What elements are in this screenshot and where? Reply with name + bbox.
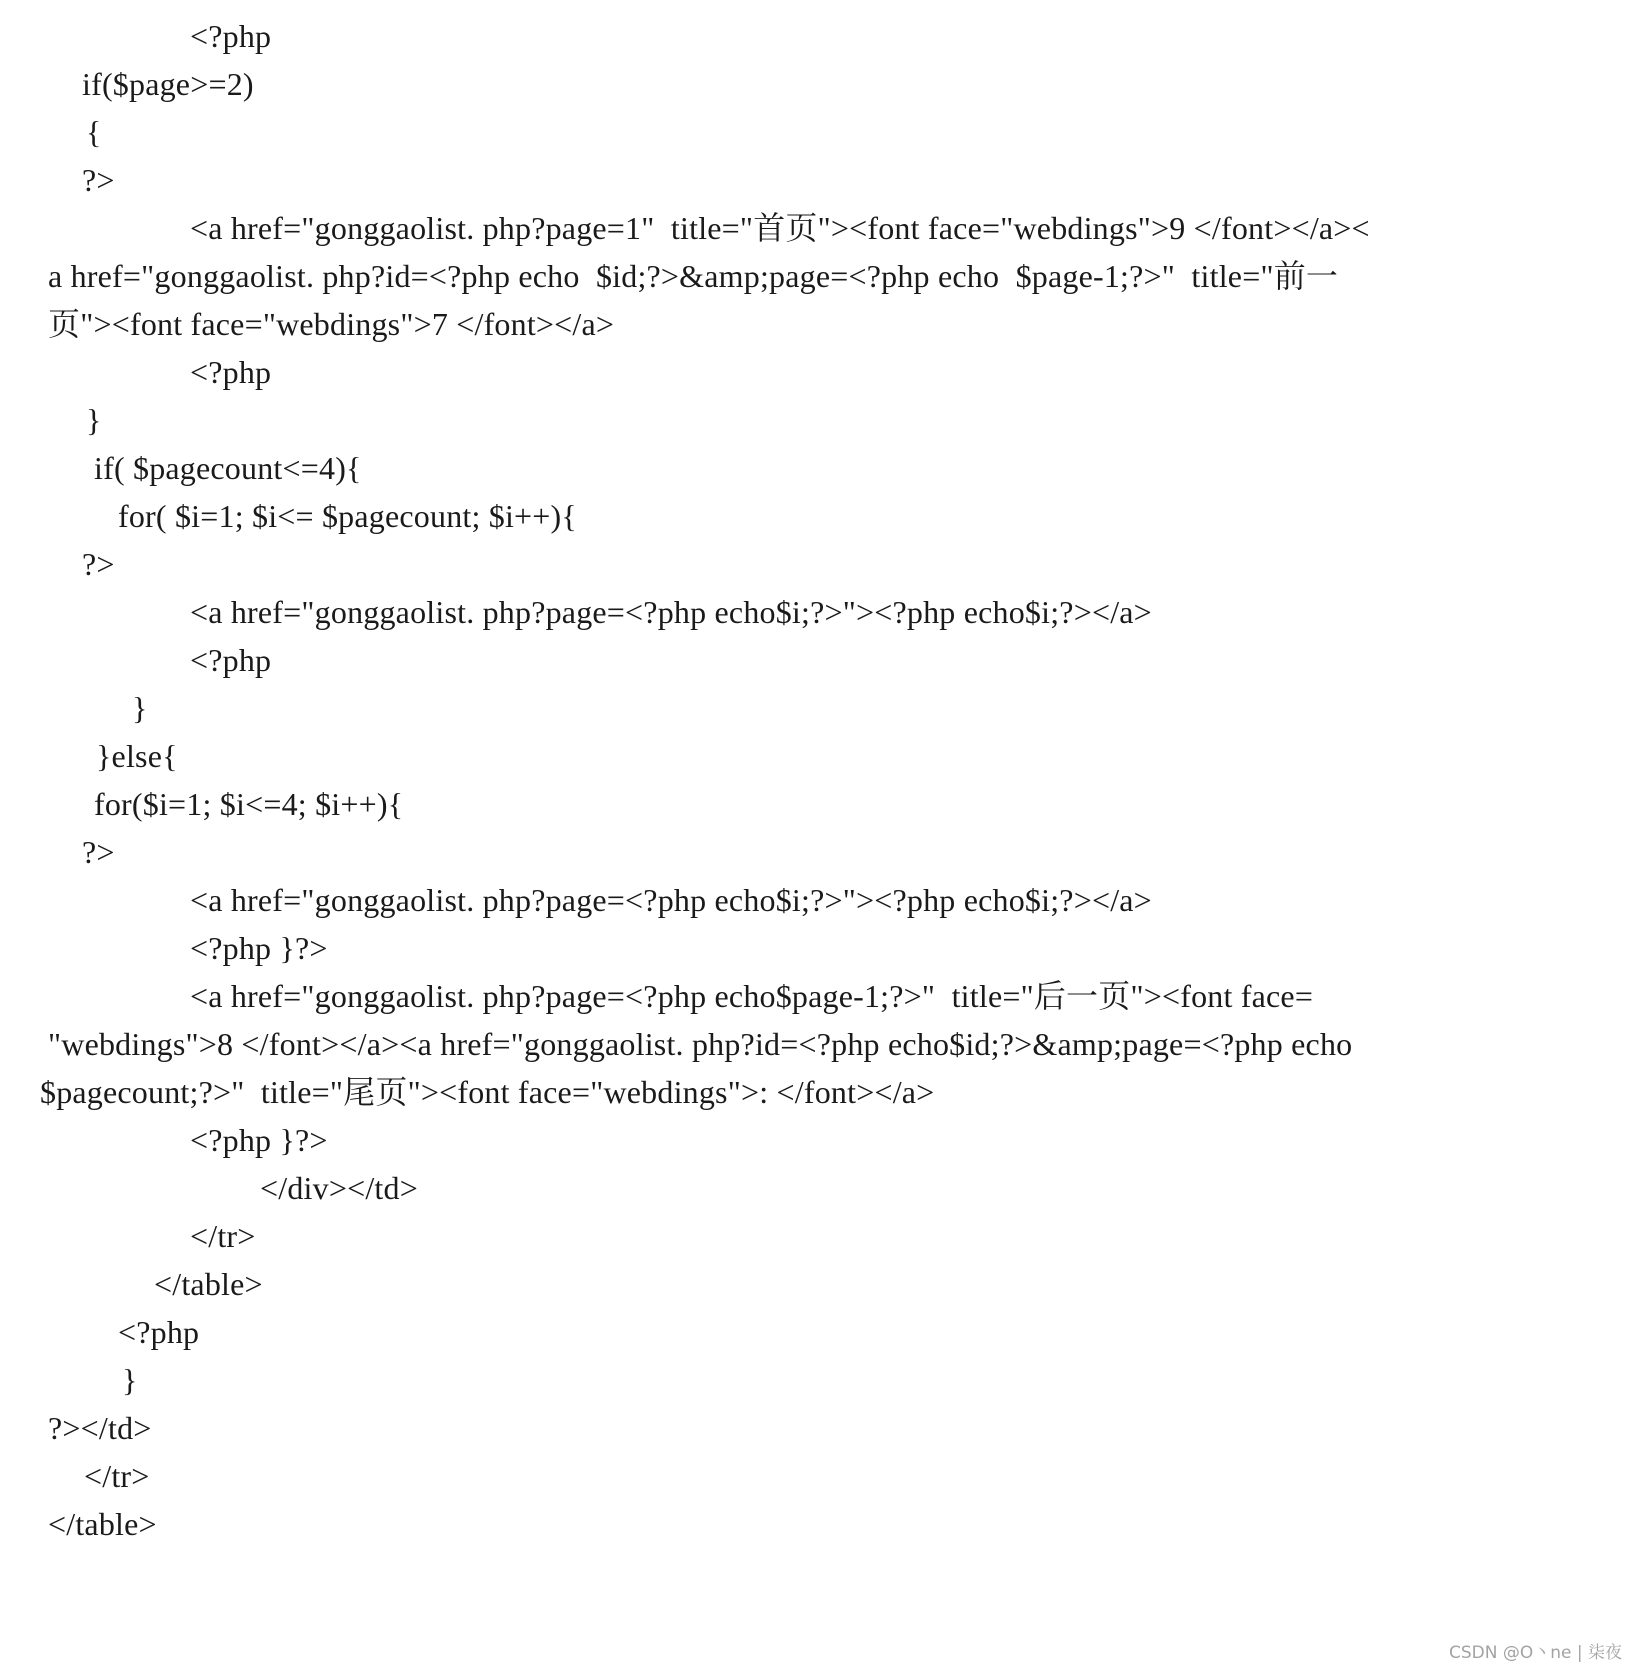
code-line: ?> bbox=[82, 834, 115, 870]
code-line: ?></td> bbox=[48, 1410, 152, 1446]
code-line: if( $pagecount<=4){ bbox=[94, 450, 362, 486]
code-line: </table> bbox=[48, 1506, 157, 1542]
code-line: <a href="gonggaolist. php?page=<?php echo$i;?>"><?php echo$i;?></a> bbox=[190, 594, 1152, 630]
code-line: </tr> bbox=[190, 1218, 256, 1254]
code-line: <a href="gonggaolist. php?page=<?php echo$page-1;?>" title="后一页"><font face= bbox=[190, 978, 1314, 1014]
code-line: 页"><font face="webdings">7 </font></a> bbox=[48, 306, 615, 342]
code-line: for( $i=1; $i<= $pagecount; $i++){ bbox=[118, 498, 577, 534]
code-line: </table> bbox=[154, 1266, 263, 1302]
code-line: a href="gonggaolist. php?id=<?php echo $id;?>&amp;page=<?php echo $page-1;?>" title="前一 bbox=[48, 258, 1339, 294]
watermark: CSDN @O丶ne | 柒夜 bbox=[1448, 1643, 1622, 1663]
code-line: if($page>=2) bbox=[82, 66, 254, 102]
code-line: <?php bbox=[118, 1314, 200, 1350]
code-line: <?php }?> bbox=[190, 1122, 328, 1158]
code-line: $pagecount;?>" title="尾页"><font face="webdings">: </font></a> bbox=[40, 1074, 935, 1110]
code-line: </div></td> bbox=[260, 1170, 418, 1206]
code-line: } bbox=[122, 1362, 138, 1398]
code-line: "webdings">8 </font></a><a href="gonggaolist. php?id=<?php echo$id;?>&amp;page=<?php echo bbox=[48, 1026, 1353, 1062]
code-line: for($i=1; $i<=4; $i++){ bbox=[94, 786, 404, 822]
code-line: } bbox=[132, 690, 148, 726]
code-line: <?php bbox=[190, 18, 272, 54]
code-line: <?php bbox=[190, 354, 272, 390]
code-line: </tr> bbox=[84, 1458, 150, 1494]
code-line: } bbox=[86, 402, 102, 438]
code-line: <a href="gonggaolist. php?page=<?php echo$i;?>"><?php echo$i;?></a> bbox=[190, 882, 1152, 918]
code-line: <a href="gonggaolist. php?page=1" title="首页"><font face="webdings">9 </font></a>< bbox=[190, 210, 1370, 246]
code-line: <?php bbox=[190, 642, 272, 678]
code-line: ?> bbox=[82, 162, 115, 198]
code-line: { bbox=[86, 114, 102, 150]
code-line: }else{ bbox=[96, 738, 178, 774]
code-line: ?> bbox=[82, 546, 115, 582]
code-line: <?php }?> bbox=[190, 930, 328, 966]
